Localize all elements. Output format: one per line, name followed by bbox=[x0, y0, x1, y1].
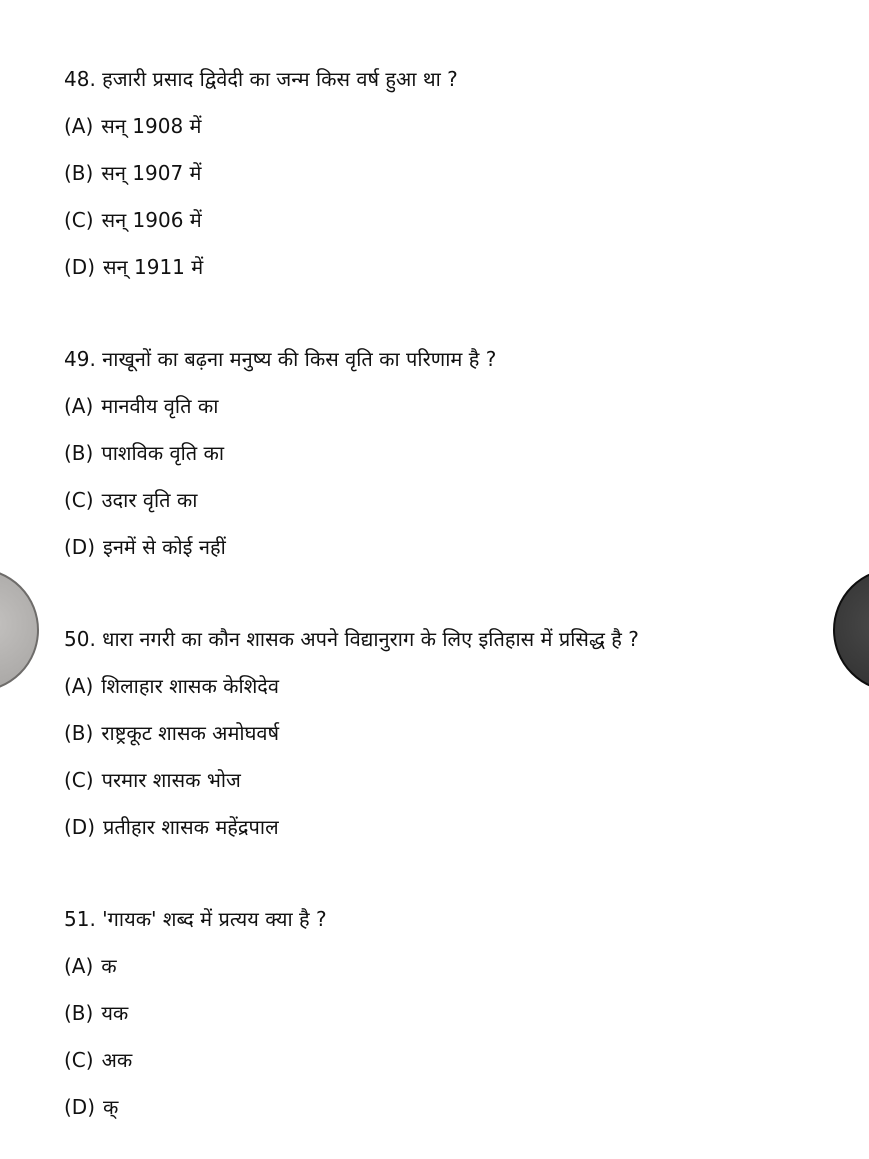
option-b[interactable] bbox=[64, 440, 804, 466]
question-50 bbox=[64, 626, 804, 840]
option-letter: (C) bbox=[64, 768, 94, 792]
option-letter: (A) bbox=[64, 394, 94, 418]
option-letter: (B) bbox=[64, 1001, 94, 1025]
option-letter: (C) bbox=[64, 488, 94, 512]
option-letter: (D) bbox=[64, 535, 96, 559]
option-text: मानवीय वृति का bbox=[101, 394, 219, 418]
option-text: उदार वृति का bbox=[101, 488, 198, 512]
question-49 bbox=[64, 346, 804, 560]
option-letter: (D) bbox=[64, 255, 96, 279]
option-letter: (D) bbox=[64, 1095, 96, 1119]
option-letter: (B) bbox=[64, 441, 94, 465]
next-page-button[interactable] bbox=[833, 568, 869, 692]
option-text: सन् 1907 में bbox=[101, 161, 202, 185]
option-c[interactable] bbox=[64, 207, 804, 233]
option-text: अक bbox=[101, 1048, 133, 1072]
option-b[interactable] bbox=[64, 160, 804, 186]
option-letter: (A) bbox=[64, 954, 94, 978]
option-b[interactable] bbox=[64, 720, 804, 746]
option-letter: (B) bbox=[64, 161, 94, 185]
option-text: सन् 1908 में bbox=[101, 114, 202, 138]
option-letter: (C) bbox=[64, 208, 94, 232]
previous-page-button[interactable] bbox=[0, 568, 39, 692]
question-51 bbox=[64, 906, 804, 1120]
option-a[interactable] bbox=[64, 113, 804, 139]
option-text: क् bbox=[103, 1095, 119, 1119]
option-text: प्रतीहार शासक महेंद्रपाल bbox=[103, 815, 279, 839]
question-text: 49. नाखूनों का बढ़ना मनुष्य की किस वृति का परिणाम है ? bbox=[64, 347, 497, 371]
option-c[interactable] bbox=[64, 1047, 804, 1073]
option-d[interactable] bbox=[64, 534, 804, 560]
option-letter: (B) bbox=[64, 721, 94, 745]
question-48 bbox=[64, 66, 804, 280]
option-text: सन् 1906 में bbox=[101, 208, 202, 232]
option-text: इनमें से कोई नहीं bbox=[103, 535, 226, 559]
option-text: क bbox=[101, 954, 117, 978]
option-text: पाशविक वृति का bbox=[101, 441, 225, 465]
option-d[interactable] bbox=[64, 1094, 804, 1120]
option-letter: (A) bbox=[64, 674, 94, 698]
question-text: 51. 'गायक' शब्द में प्रत्यय क्या है ? bbox=[64, 907, 327, 931]
option-text: सन् 1911 में bbox=[103, 255, 204, 279]
option-letter: (A) bbox=[64, 114, 94, 138]
option-text: यक bbox=[101, 1001, 129, 1025]
option-a[interactable] bbox=[64, 953, 804, 979]
option-letter: (D) bbox=[64, 815, 96, 839]
option-text: शिलाहार शासक केशिदेव bbox=[101, 674, 280, 698]
option-a[interactable] bbox=[64, 673, 804, 699]
question-text: 48. हजारी प्रसाद द्विवेदी का जन्म किस वर्ष हुआ था ? bbox=[64, 67, 458, 91]
option-b[interactable] bbox=[64, 1000, 804, 1026]
option-d[interactable] bbox=[64, 814, 804, 840]
option-c[interactable] bbox=[64, 487, 804, 513]
option-text: राष्ट्रकूट शासक अमोघवर्ष bbox=[101, 721, 280, 745]
question-text: 50. धारा नगरी का कौन शासक अपने विद्यानुराग के लिए इतिहास में प्रसिद्ध है ? bbox=[64, 627, 639, 651]
option-c[interactable] bbox=[64, 767, 804, 793]
option-d[interactable] bbox=[64, 254, 804, 280]
option-text: परमार शासक भोज bbox=[101, 768, 241, 792]
option-a[interactable] bbox=[64, 393, 804, 419]
option-letter: (C) bbox=[64, 1048, 94, 1072]
